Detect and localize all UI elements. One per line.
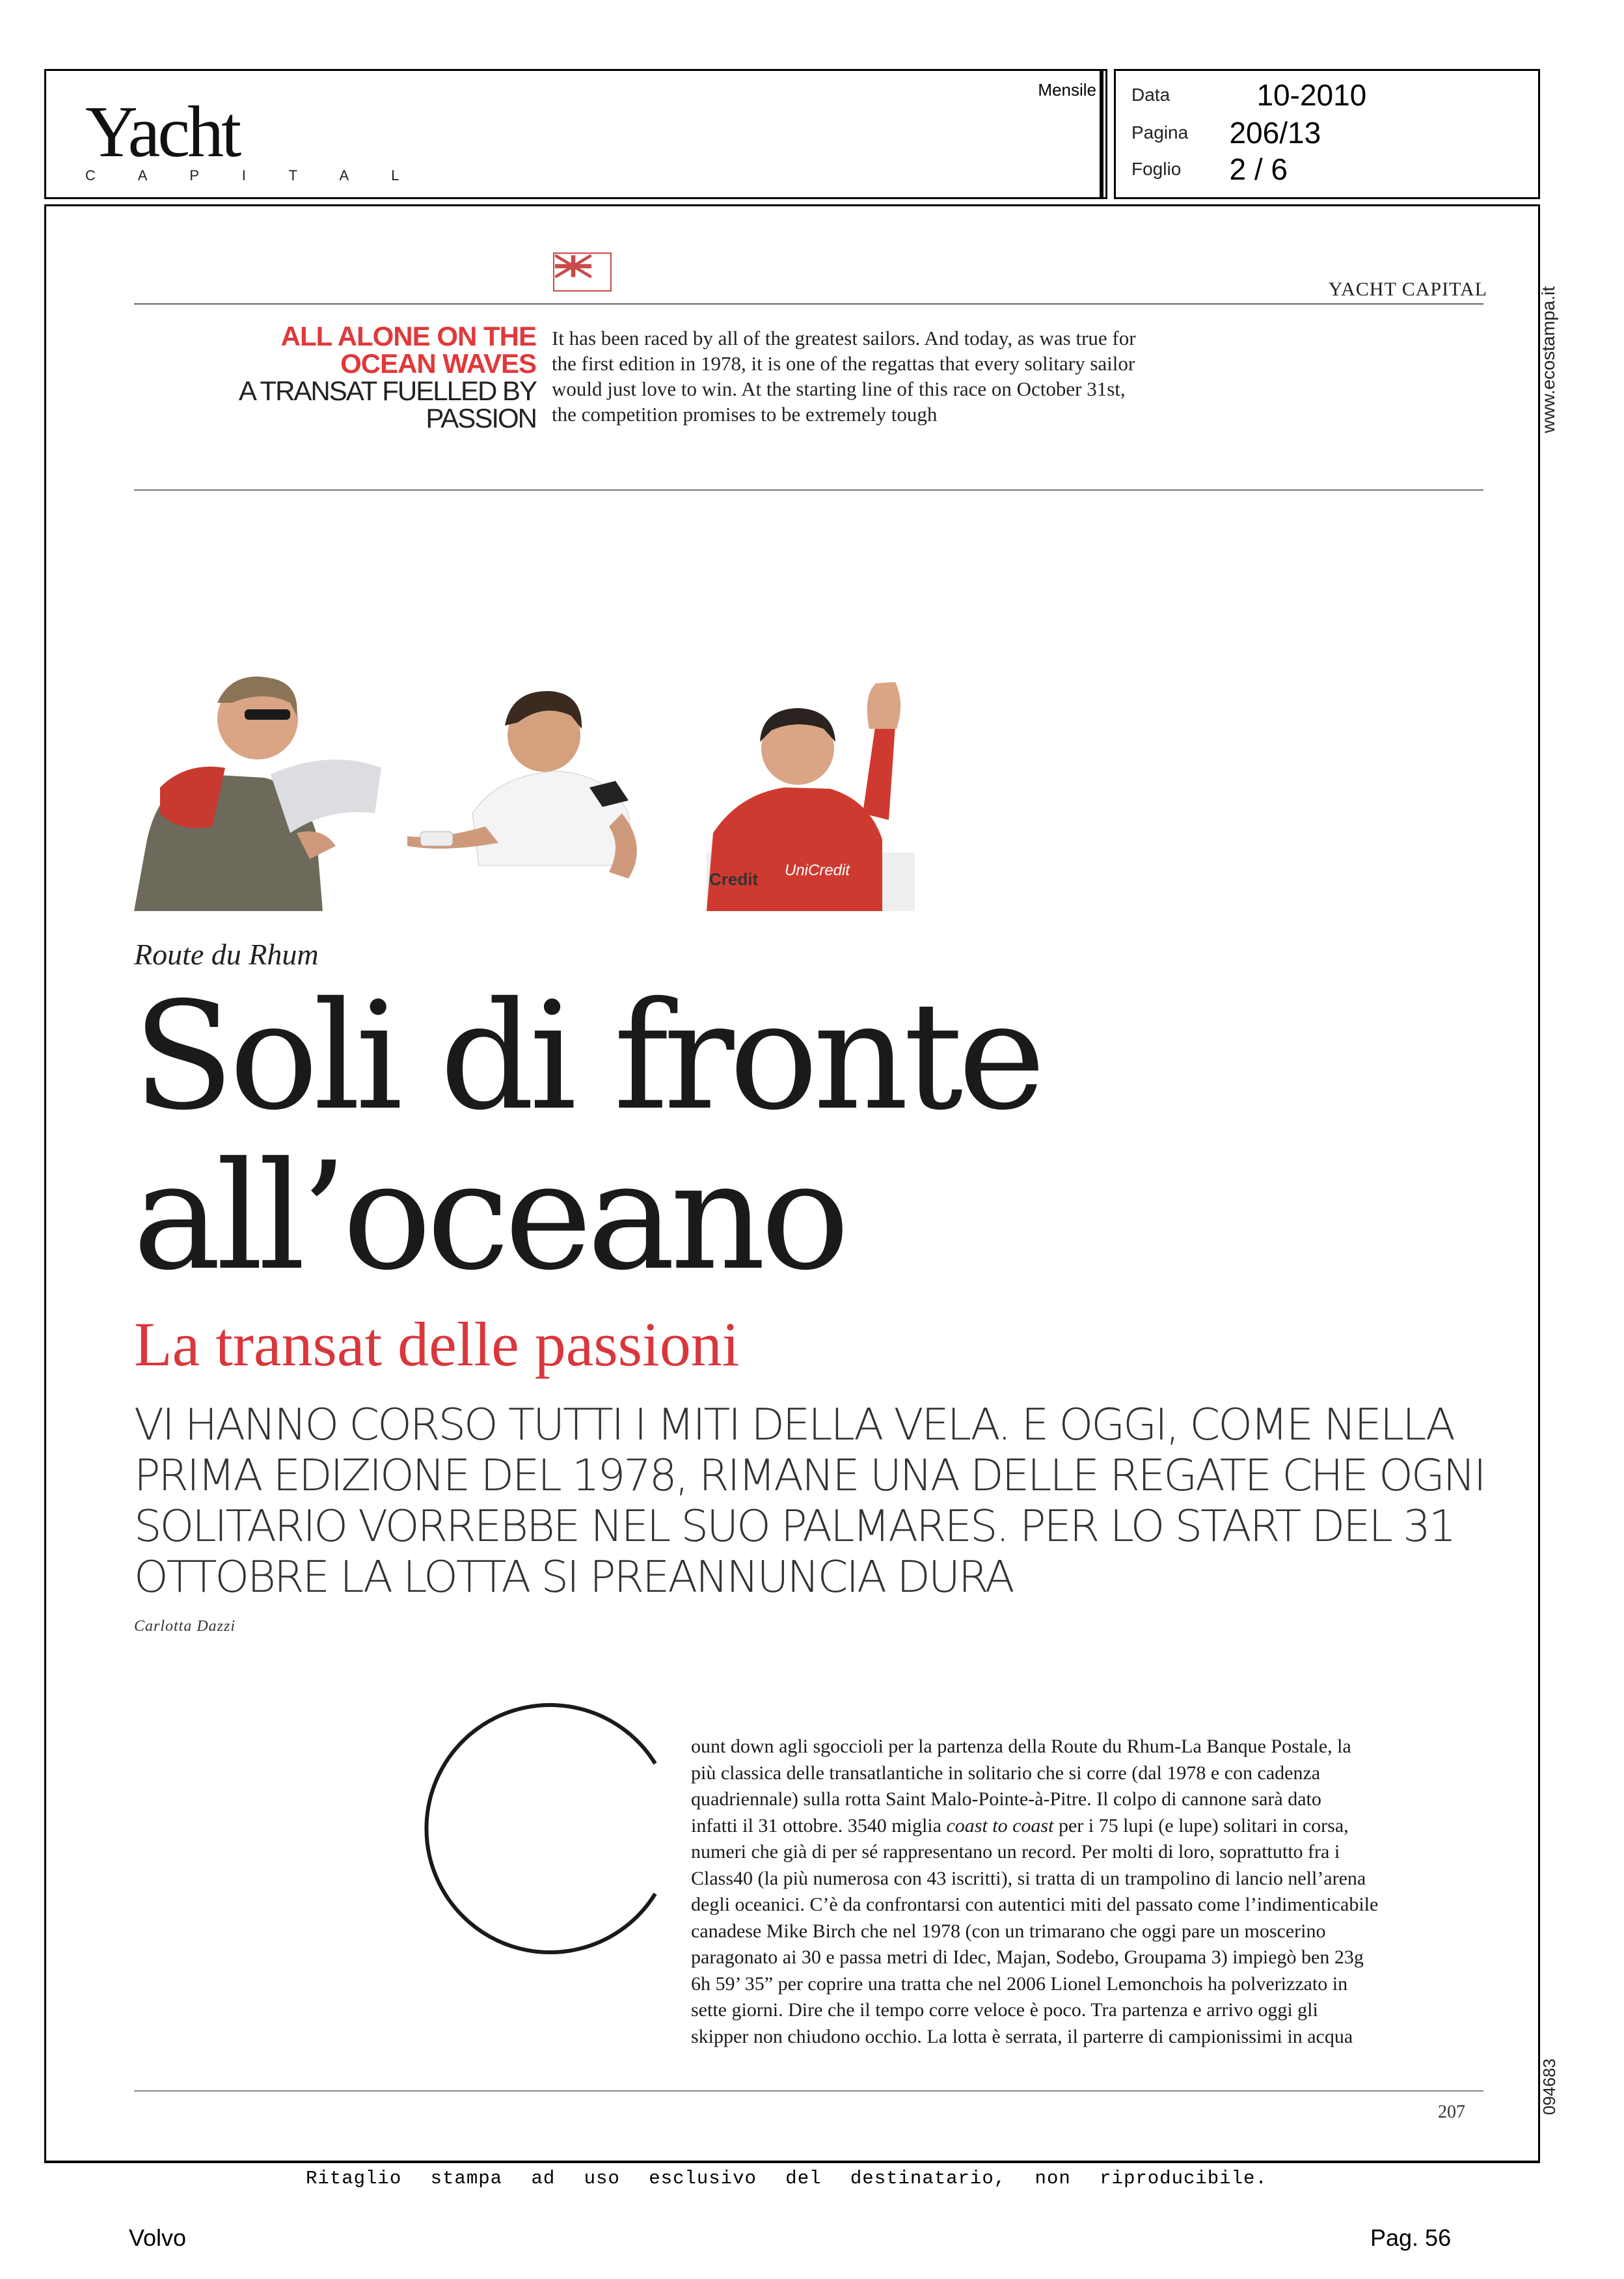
side-code: 094683 [1539,2058,1559,2115]
bottom-rule [134,2090,1483,2092]
running-head: YACHT CAPITAL [1328,279,1487,300]
english-title-red-2: OCEAN WAVES [340,348,536,379]
article-deck: VI HANNO CORSO TUTTI I MITI DELLA VELA. E OGGI, COME NELLA PRIMA EDIZIONE DEL 1978, RIMANE UNA DELLE REGATE CHE OGNI SOLITARIO VORREBBE NEL SUO PALMARES. PER LO START DEL 31 OTTOBRE LA LOTTA SI PREANNUNCIA DURA [134,1399,1485,1602]
publication-logo: Yacht [85,92,239,172]
meta-label: Data [1131,85,1171,105]
client-label: Volvo [129,2224,187,2251]
unicredit-logo-right: UniCredit [785,862,850,879]
english-title-black-1: A TRANSAT FUELLED BY [238,375,536,406]
english-title [239,323,536,432]
body-line: quadriennale) sulla rotta Saint Malo-Pointe-à-Pitre. Il colpo di cannone sarà dato [691,1788,1321,1810]
body-line: sette giorni. Dire che il tempo corre veloce è poco. Tra partenza e arrivo oggi gli [691,1999,1318,2021]
article-author: Carlotta Dazzi [134,1618,236,1635]
meta-value: 10-2010 [1256,78,1367,112]
body-emphasis: coast to coast [946,1814,1054,1836]
body-line: Class40 (la più numerosa con 43 iscritti), si tratta di un trampolino di lancio nell’arena [691,1867,1366,1889]
english-title-red-1: ALL ALONE ON THE [280,321,536,351]
publication-logo-subtitle: C A P I T A L [85,167,419,184]
meta-row-sheet [1131,152,1288,187]
sailor-middle [407,691,637,879]
meta-row-date [1131,77,1366,113]
header-masthead-box [44,69,1107,199]
header-divider [1100,69,1103,199]
headline-line-1: Soli di fronte [133,970,1041,1143]
frequency-label: Mensile [1038,80,1096,100]
body-line: più classica delle transatlantiche in solitario che si corre (dal 1978 e con cadenza [691,1762,1321,1784]
body-line: 6h 59’ 35” per coprire una tratta che nel 2006 Lionel Lemonchois ha polverizzato in [691,1972,1348,1995]
side-url: www.ecostampa.it [1538,286,1558,433]
article-kicker: Route du Rhum [134,938,319,971]
sailor-right [707,682,915,911]
sailor-left [134,677,381,911]
body-line: paragonato ai 30 e passa metri di Idec, Majan, Sodebo, Groupama 3) impiegò ben 23g [691,1946,1364,1968]
body-line: degli oceanici. C’è da confrontarsi con autentici miti del passato come l’indimenticabile [691,1894,1379,1915]
drop-cap-c [398,1692,671,1965]
reproduction-notice: Ritaglio stampa ad uso esclusivo del destinatario, non riproducibile. [306,2168,1267,2189]
intro-rule [134,489,1483,491]
meta-row-page [1131,115,1321,150]
header-meta-box [1114,69,1540,199]
article-body [691,1734,1485,2050]
article-subhead: La transat delle passioni [134,1309,740,1379]
meta-label: Foglio [1131,159,1182,179]
english-intro-text: It has been raced by all of the greatest sailors. And today, as was true for the first edition in 1978, it is one of the regattas that every solitary sailor would just love to win. At the starting line of this race on October 31st, the competition promises to be extremely tough [552,327,1136,426]
meta-label: Pagina [1131,122,1189,143]
footer-rule [44,2161,1540,2163]
unicredit-logo-left: Credit [709,869,759,889]
headline-line-2: all’oceano [133,1130,845,1303]
body-line: infatti il 31 ottobre. 3540 miglia coast to coast per i 75 lupi (e lupe) solitari in corsa, [691,1814,1349,1836]
article-headline [133,970,1041,1303]
body-line: canadese Mike Birch che nel 1978 (con un trimarano che oggi pare un moscerino [691,1920,1326,1942]
sailors-photo [134,618,915,911]
body-line: skipper non chiudono occhio. La lotta è serrata, il parterre di campionissimi in acqua [691,2025,1353,2047]
english-title-black-2: PASSION [426,403,536,433]
meta-value: 206/13 [1229,116,1321,150]
body-line: numeri che già di per sé rappresentano un record. Per molti di loro, soprattutto fra i [691,1841,1340,1863]
body-line: ount down agli sgoccioli per la partenza della Route du Rhum-La Banque Postale, la [691,1736,1351,1757]
meta-value: 2 / 6 [1229,152,1288,186]
page-folio: 207 [1438,2102,1465,2122]
top-rule [134,303,1483,305]
uk-flag-icon [553,252,612,292]
page-number: Pag. 56 [1370,2224,1452,2251]
